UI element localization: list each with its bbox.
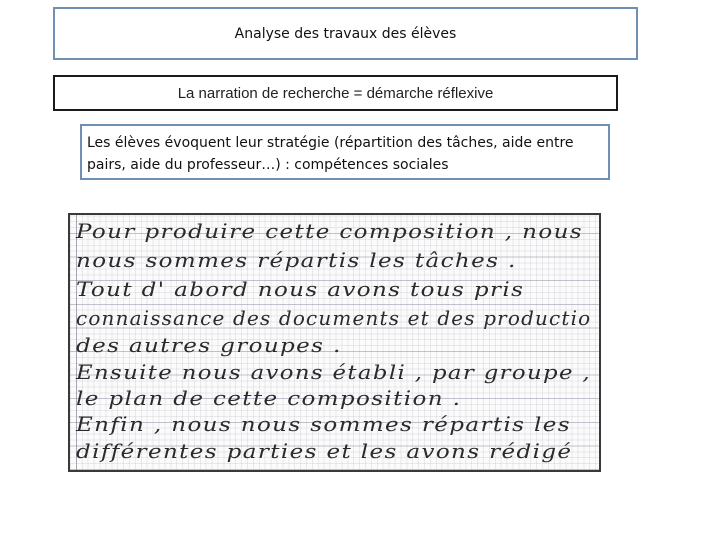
title-box	[53, 7, 638, 60]
handwritten-line-4: connaissance des documents et des productio	[76, 306, 592, 330]
subtitle-box	[53, 75, 618, 111]
handwritten-scan	[68, 213, 601, 472]
handwritten-line-6: Ensuite nous avons établi , par groupe ,	[76, 360, 592, 384]
note-text: Les élèves évoquent leur stratégie (répartition des tâches, aide entre pairs, aide du professeur…) : compétences sociales	[87, 135, 574, 173]
handwritten-line-1: Pour produire cette composition , nous	[76, 219, 583, 243]
handwritten-line-2: nous sommes répartis les tâches .	[76, 248, 517, 272]
note-box	[80, 124, 610, 180]
handwritten-line-8: Enfin , nous nous sommes répartis les	[76, 412, 571, 436]
handwritten-line-3: Tout d' abord nous avons tous pris	[76, 277, 525, 301]
handwritten-line-7: le plan de cette composition .	[76, 386, 462, 410]
subtitle-text: La narration de recherche = démarche réflexive	[177, 84, 494, 102]
page-title: Analyse des travaux des élèves	[234, 25, 457, 42]
handwritten-line-5: des autres groupes .	[76, 333, 342, 357]
handwritten-line-9: différentes parties et les avons rédigé	[76, 439, 573, 463]
